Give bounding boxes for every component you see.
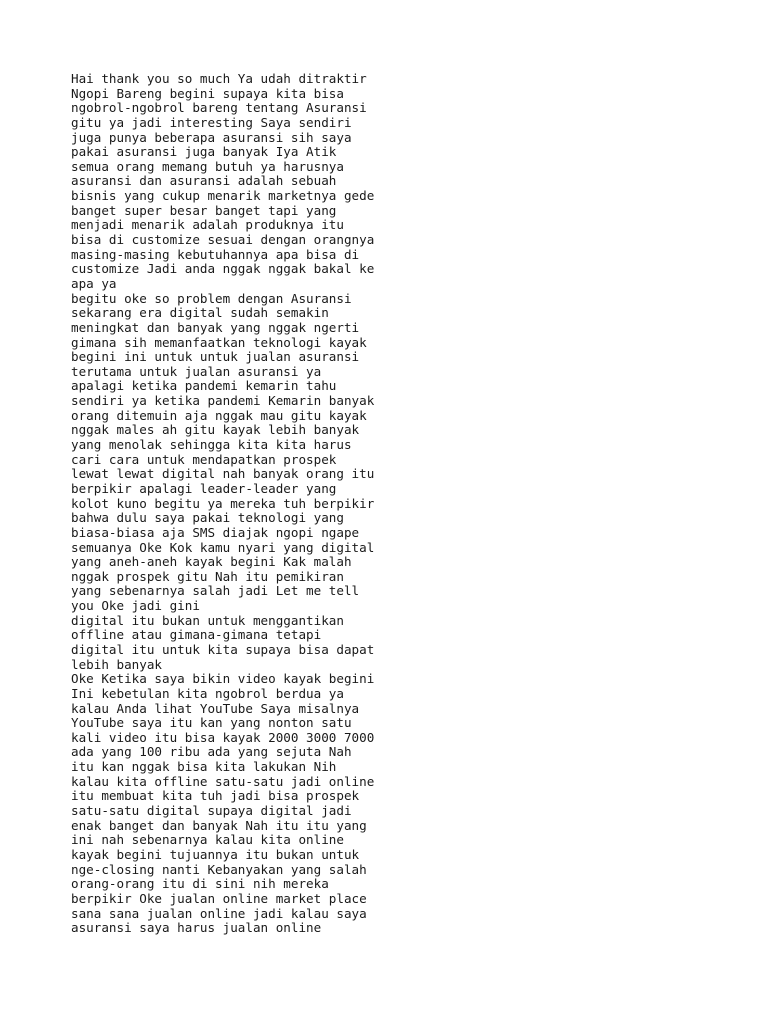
text-line: berpikir apalagi leader-leader yang	[71, 480, 337, 496]
text-line: digital itu bukan untuk menggantikan	[71, 612, 344, 628]
text-line: nggak prospek gitu Nah itu pemikiran	[71, 568, 344, 584]
text-line: bisa di customize sesuai dengan orangnya	[71, 232, 375, 248]
text-line: asuransi dan asuransi adalah sebuah	[71, 173, 337, 189]
text-line: ada yang 100 ribu ada yang sejuta Nah	[71, 744, 352, 760]
text-line: nge-closing nanti Kebanyakan yang salah	[71, 861, 367, 877]
text-line: kolot kuno begitu ya mereka tuh berpikir	[71, 495, 375, 511]
text-line: biasa-biasa aja SMS diajak ngopi ngape	[71, 524, 360, 540]
text-line: bahwa dulu saya pakai teknologi yang	[71, 510, 344, 526]
text-line: kalau kita offline satu-satu jadi online	[71, 773, 375, 789]
text-line: Oke Ketika saya bikin video kayak begini	[71, 671, 375, 687]
text-line: YouTube saya itu kan yang nonton satu	[71, 715, 352, 731]
text-line: menjadi menarik adalah produknya itu	[71, 217, 344, 233]
text-line: itu kan nggak bisa kita lakukan Nih	[71, 759, 337, 775]
text-line: berpikir Oke jualan online market place	[71, 890, 367, 906]
text-line: pakai asuransi juga banyak Iya Atik	[71, 144, 337, 160]
text-line: lewat lewat digital nah banyak orang itu	[71, 466, 375, 482]
text-line: ngobrol-ngobrol bareng tentang Asuransi	[71, 100, 367, 116]
text-line: itu membuat kita tuh jadi bisa prospek	[71, 788, 360, 804]
text-line: gitu ya jadi interesting Saya sendiri	[71, 114, 352, 130]
text-line: banget super besar banget tapi yang	[71, 202, 337, 218]
text-line: kali video itu bisa kayak 2000 3000 7000	[71, 729, 375, 745]
text-line: you Oke jadi gini	[71, 598, 200, 614]
text-line: juga punya beberapa asuransi sih saya	[71, 129, 352, 145]
text-line: yang sebenarnya salah jadi Let me tell	[71, 583, 360, 599]
text-line: offline atau gimana-gimana tetapi	[71, 627, 322, 643]
text-line: lebih banyak	[71, 656, 162, 672]
text-line: semua orang memang butuh ya harusnya	[71, 158, 344, 174]
text-line: begitu oke so problem dengan Asuransi	[71, 290, 352, 306]
text-line: enak banget dan banyak Nah itu itu yang	[71, 817, 367, 833]
text-line: sekarang era digital sudah semakin	[71, 305, 329, 321]
text-line: satu-satu digital supaya digital jadi	[71, 803, 352, 819]
text-line: bisnis yang cukup menarik marketnya gede	[71, 188, 375, 204]
text-line: orang ditemuin aja nggak mau gitu kayak	[71, 407, 367, 423]
text-line: masing-masing kebutuhannya apa bisa di	[71, 246, 360, 262]
text-line: yang aneh-aneh kayak begini Kak malah	[71, 554, 352, 570]
text-line: kalau Anda lihat YouTube Saya misalnya	[71, 700, 360, 716]
text-line: customize Jadi anda nggak nggak bakal ke	[71, 261, 375, 277]
text-line: Hai thank you so much Ya udah ditraktir	[71, 71, 367, 86]
text-line: Ngopi Bareng begini supaya kita bisa	[71, 85, 344, 101]
text-line: digital itu untuk kita supaya bisa dapat	[71, 641, 375, 657]
text-line: Ini kebetulan kita ngobrol berdua ya	[71, 685, 344, 701]
transcript-text	[71, 72, 711, 936]
text-line: terutama untuk jualan asuransi ya	[71, 363, 322, 379]
text-line: ini nah sebenarnya kalau kita online	[71, 832, 344, 848]
text-line: apalagi ketika pandemi kemarin tahu	[71, 378, 337, 394]
text-line: nggak males ah gitu kayak lebih banyak	[71, 422, 360, 438]
text-line: sana sana jualan online jadi kalau saya	[71, 905, 367, 921]
text-line: kayak begini tujuannya itu bukan untuk	[71, 846, 360, 862]
text-line: gimana sih memanfaatkan teknologi kayak	[71, 334, 367, 350]
text-line: orang-orang itu di sini nih mereka	[71, 876, 329, 892]
text-line: cari cara untuk mendapatkan prospek	[71, 451, 337, 467]
text-line: asuransi saya harus jualan online	[71, 920, 322, 936]
text-line: apa ya	[71, 275, 117, 291]
text-line: yang menolak sehingga kita kita harus	[71, 437, 352, 453]
text-line: meningkat dan banyak yang nggak ngerti	[71, 319, 360, 335]
text-line: sendiri ya ketika pandemi Kemarin banyak	[71, 393, 375, 409]
text-line: semuanya Oke Kok kamu nyari yang digital	[71, 539, 375, 555]
text-line: begini ini untuk untuk jualan asuransi	[71, 349, 360, 365]
